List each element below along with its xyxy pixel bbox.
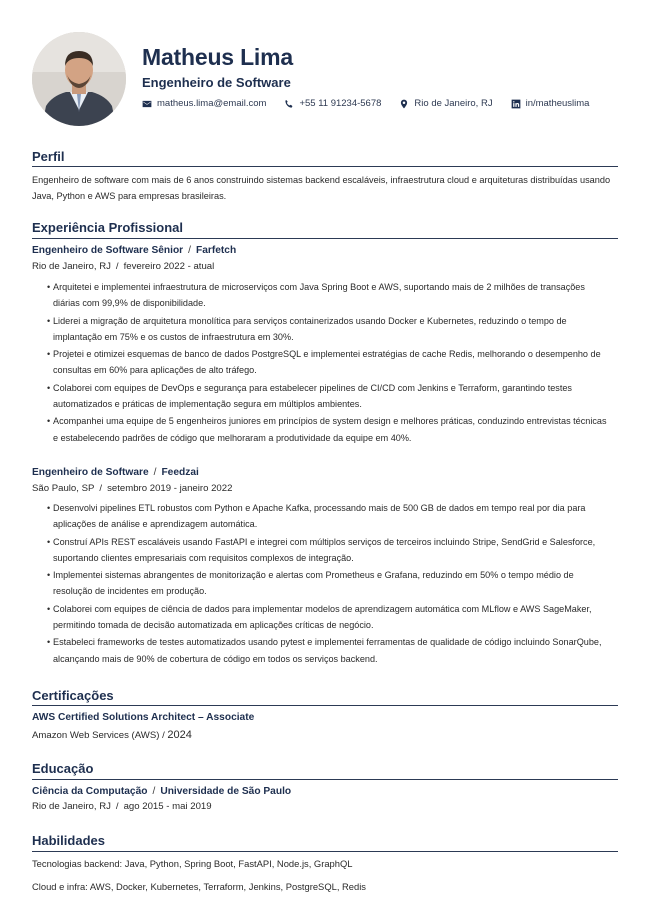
job-company: Feedzai (161, 467, 199, 478)
contact-email-text: matheus.lima@email.com (157, 98, 267, 109)
job-bullets (48, 279, 613, 447)
education-school: Universidade de São Paulo (160, 786, 292, 797)
certification-name: AWS Certified Solutions Architect – Associate (32, 712, 255, 723)
mail-icon (142, 99, 152, 109)
certification-meta (32, 729, 192, 741)
job-period: setembro 2019 - janeiro 2022 (107, 483, 233, 494)
education-location: Rio de Janeiro, RJ (32, 801, 111, 812)
job-meta: São Paulo, SP / setembro 2019 - janeiro 2022 (32, 483, 233, 494)
list-item: • Implementei sistemas abrangentes de monitorização e alertas com Prometheus e Grafana, reduzindo em 50% o tempo médio de resolução de incidentes em produção. (48, 567, 613, 600)
certification-year: 2024 (167, 729, 192, 741)
job-title: Engenheiro de Software Sênior / Farfetch (32, 245, 237, 256)
education-meta: Rio de Janeiro, RJ / ago 2015 - mai 2019 (32, 801, 212, 812)
section-divider (32, 166, 618, 167)
list-item: • Projetei e otimizei esquemas de banco de dados PostgreSQL e implementei estratégias de cache Redis, melhorando o desempenho de consultas em 60% para aplicações de alto tráfego. (48, 346, 613, 379)
job-period: fevereiro 2022 - atual (123, 261, 215, 272)
contact-phone-text: +55 11 91234-5678 (299, 98, 382, 109)
linkedin-icon (511, 99, 521, 109)
section-divider (32, 851, 618, 852)
contact-bar (142, 98, 607, 109)
location-pin-icon (399, 99, 409, 109)
job-position: Engenheiro de Software Sênior (32, 245, 184, 256)
section-title-skills: Habilidades (32, 833, 105, 848)
contact-location-text: Rio de Janeiro, RJ (414, 98, 493, 109)
job-company: Farfetch (196, 245, 237, 256)
contact-linkedin-text: in/matheuslima (525, 98, 590, 109)
list-item: • Arquitetei e implementei infraestrutura de microserviços com Java Spring Boot e AWS, suportando mais de 2 milhões de transações diárias com 99,9% de disponibilidade. (48, 279, 613, 312)
candidate-role: Engenheiro de Software (142, 75, 291, 90)
job-title: Engenheiro de Software / Feedzai (32, 467, 199, 478)
section-title-profile: Perfil (32, 149, 65, 164)
section-title-certifications: Certificações (32, 688, 114, 703)
contact-linkedin[interactable] (511, 98, 590, 109)
certification-issuer: Amazon Web Services (AWS) / (32, 730, 165, 741)
list-item: • Colaborei com equipes de ciência de dados para implementar modelos de aprendizagem automática com MLflow e AWS SageMaker, permitindo tomada de decisão automatizada em aplicações críticas de negócio. (48, 601, 613, 634)
job-location: Rio de Janeiro, RJ (32, 261, 111, 272)
profile-photo-icon (32, 32, 126, 126)
list-item: • Construí APIs REST escaláveis usando FastAPI e integrei com múltiplos serviços de terceiros incluindo Stripe, SendGrid e Salesforce, suportando clientes empresariais com requisitos complexos de integração. (48, 534, 613, 567)
job-location: São Paulo, SP (32, 483, 95, 494)
phone-icon (284, 99, 294, 109)
avatar (32, 32, 126, 126)
education-title: Ciência da Computação / Universidade de São Paulo (32, 786, 292, 797)
section-title-experience: Experiência Profissional (32, 220, 184, 235)
skill-line-cloud: Cloud e infra: AWS, Docker, Kubernetes, Terraform, Jenkins, PostgreSQL, Redis (32, 881, 366, 892)
list-item: • Acompanhei uma equipe de 5 engenheiros juniores em princípios de system design e melhores práticas, conduzindo entrevistas técnicas e estabelecendo padrões de código que melhoraram a produtividade da equipe em 40%. (48, 413, 613, 446)
profile-summary: Engenheiro de software com mais de 6 anos construindo sistemas backend escaláveis, infraestrutura cloud e arquiteturas distribuídas usando Java, Python e AWS para empresas brasileiras. (32, 175, 611, 201)
section-title-education: Educação (32, 761, 94, 776)
contact-phone[interactable] (284, 98, 381, 109)
education-degree: Ciência da Computação (32, 786, 148, 797)
contact-location (399, 98, 492, 109)
job-bullets (48, 500, 613, 668)
section-divider (32, 705, 618, 706)
list-item: • Colaborei com equipes de DevOps e segurança para estabelecer pipelines de CI/CD com Jenkins e Terraform, garantindo testes automatizados e práticas de implementação segura em múltiplos ambientes. (48, 380, 613, 413)
education-period: ago 2015 - mai 2019 (123, 801, 212, 812)
contact-email[interactable] (142, 98, 266, 109)
skill-line-backend: Tecnologias backend: Java, Python, Spring Boot, FastAPI, Node.js, GraphQL (32, 858, 353, 869)
candidate-name: Matheus Lima (142, 44, 293, 70)
list-item: • Liderei a migração de arquitetura monolítica para serviços containerizados usando Docker e Kubernetes, reduzindo o tempo de implantação em 75% e os custos de infraestrutura em 30%. (48, 313, 613, 346)
job-meta: Rio de Janeiro, RJ / fevereiro 2022 - atual (32, 261, 215, 272)
section-divider (32, 238, 618, 239)
list-item: • Desenvolvi pipelines ETL robustos com Python e Apache Kafka, processando mais de 500 GB de dados em tempo real por dia para aplicações de análise e aprendizagem automática. (48, 500, 613, 533)
list-item: • Estabeleci frameworks de testes automatizados usando pytest e implementei ferramentas de qualidade de código incluindo SonarQube, alcançando mais de 90% de cobertura de código em todos os serviços backend. (48, 634, 613, 667)
section-divider (32, 779, 618, 780)
job-position: Engenheiro de Software (32, 467, 149, 478)
